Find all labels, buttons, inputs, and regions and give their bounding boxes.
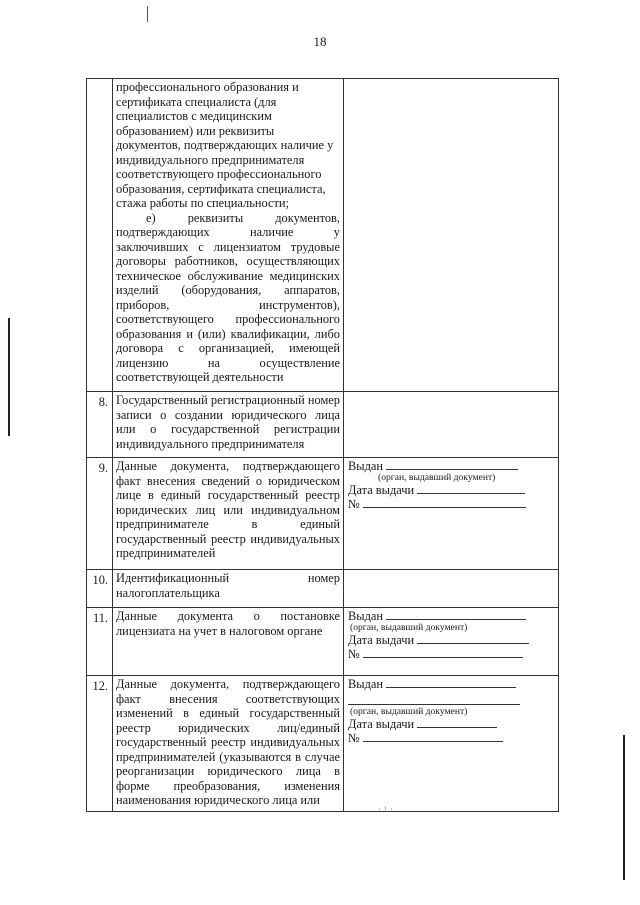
row-number: 9.: [87, 458, 113, 570]
table-row: [87, 392, 559, 458]
issue-date-line: [348, 717, 555, 731]
scan-speck: · ↑ ·: [378, 804, 393, 814]
scan-margin-mark: [623, 735, 625, 880]
scan-margin-mark: [8, 318, 10, 436]
row-number: 11.: [87, 608, 113, 676]
issue-date-blank[interactable]: [417, 483, 525, 494]
text-line: профессионального образования и: [116, 80, 299, 94]
issue-date-label: Дата выдачи: [348, 717, 415, 731]
number-line: [348, 731, 555, 745]
row-value-cell: [344, 570, 559, 608]
number-blank[interactable]: [363, 731, 503, 742]
issuer-caption: (орган, выдавший документ): [350, 622, 468, 633]
row-description: Идентификационный номер налогоплательщика: [113, 570, 344, 608]
text-line: индивидуального предпринимателя: [116, 152, 305, 167]
text-line: соответствующего профессионального: [116, 167, 322, 181]
page-number: 18: [313, 34, 327, 49]
row-description: Государственный регистрационный номер записи о создании юридического лица или о государственной регистрации индивидуального предпринимателя: [113, 392, 344, 458]
issued-label: Выдан: [348, 609, 384, 623]
number-line: [348, 497, 555, 511]
number-line: [348, 647, 555, 661]
number-blank[interactable]: [363, 497, 526, 508]
issue-date-label: Дата выдачи: [348, 483, 415, 497]
text-line: специалистов с медицинским: [116, 109, 272, 123]
row-value-cell: [344, 608, 559, 676]
issue-date-line: [348, 483, 555, 497]
row-description: Данные документа, подтверждающего факт внесения соответствующих изменений в единый государственный реестр юридических лиц/единый государственный реестр индивидуальных предпринимателей (указываются в случае реорганизации юридического лица в форме преобразования, изменения наименования юридического лица или: [113, 676, 344, 812]
issue-date-label: Дата выдачи: [348, 633, 415, 647]
table-row: [87, 676, 559, 812]
table-row: [87, 79, 559, 392]
issue-date-line: [348, 633, 555, 647]
text-line: образованием) или реквизиты: [116, 123, 275, 138]
table-row: [87, 608, 559, 676]
number-label: №: [348, 497, 360, 511]
row-number: 10.: [87, 570, 113, 608]
row-description: Данные документа о постановке лицензиата на учет в налоговом органе: [113, 608, 344, 676]
row-value-cell: [344, 392, 559, 458]
row-number: 12.: [87, 676, 113, 812]
issued-line: [348, 459, 555, 473]
number-label: №: [348, 731, 360, 745]
issuer-caption: (орган, выдавший документ): [378, 472, 496, 483]
scan-top-mark: [147, 6, 148, 22]
issued-blank[interactable]: [386, 609, 526, 620]
issued-blank[interactable]: [386, 677, 516, 688]
row-value-cell: [344, 79, 559, 392]
table-row: [87, 458, 559, 570]
issue-date-blank[interactable]: [417, 717, 497, 728]
text-line: образования, сертификата специалиста,: [116, 181, 326, 196]
number-blank[interactable]: [363, 647, 523, 658]
row-value-cell: [344, 676, 559, 812]
row-value-cell: [344, 458, 559, 570]
issued-label: Выдан: [348, 459, 384, 473]
number-label: №: [348, 647, 360, 661]
issued-line: [348, 609, 555, 623]
text-line: сертификата специалиста (для: [116, 94, 277, 109]
issued-line: [348, 677, 555, 691]
issue-date-blank[interactable]: [417, 633, 529, 644]
text-line: документов, подтверждающих наличие у: [116, 138, 334, 152]
row-description: Данные документа, подтверждающего факт внесения сведений о юридическом лице в единый государственный реестр юридических лиц или индивидуальном предпринимателе в единый государственный реестр индивидуальных предпринимателей: [113, 458, 344, 570]
issuer-caption: (орган, выдавший документ): [350, 706, 468, 717]
item-e-text: е) реквизиты документов, подтверждающих наличие у заключивших с лицензиатом трудовые договоры работников, осуществляющих техническое обслуживание медицинских изделий (оборудования, аппаратов, приборов, инструментов), соответствующего профессионального образования и (или) квалификации, либо договора с организацией, имеющей лицензию на осуществление соответствующей деятельности: [116, 210, 340, 384]
issued-label: Выдан: [348, 677, 384, 691]
row-number: 8.: [87, 392, 113, 458]
issuer-blank-continued[interactable]: [348, 692, 520, 705]
text-line: стажа работы по специальности;: [116, 196, 289, 210]
row-number-cell: [87, 79, 113, 392]
table-row: [87, 570, 559, 608]
issued-blank[interactable]: [386, 459, 518, 470]
row-description-cell: [113, 79, 344, 392]
application-form-table: [86, 78, 559, 812]
